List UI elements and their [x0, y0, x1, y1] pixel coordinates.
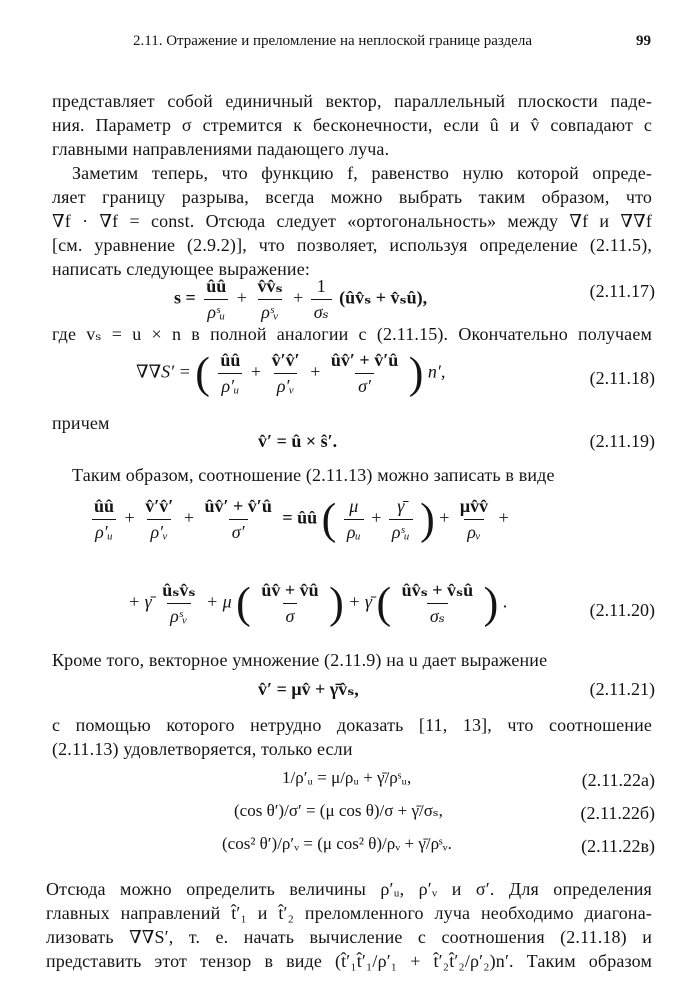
text-line: с помощью которого нетрудно доказать [11, 13], что соотношение	[52, 715, 652, 735]
text-line: представить этот тензор в виде (t̂′₁t̂′₁/ρ′₁ + t̂′₂t̂′₂/ρ′₂)n′. Таким образом	[46, 951, 652, 971]
text-line: ляет границу разрыва, всегда можно выбрать таким образом, что	[52, 187, 652, 207]
equation-number: (2.11.19)	[589, 431, 655, 451]
text-line: Кроме того, векторное умножение (2.11.9) на u дает выражение	[52, 650, 548, 670]
text-line: Таким образом, соотношение (2.11.13) можно записать в виде	[72, 465, 555, 485]
equation-number: (2.11.20)	[589, 600, 655, 620]
equation-number: (2.11.22б)	[580, 803, 655, 823]
text-line: главными направлениями падающего луча.	[52, 139, 390, 159]
text-line: главных направлений t̂′₁ и t̂′₂ преломленного луча необходимо диагона-	[46, 903, 652, 923]
equation-number: (2.11.18)	[589, 368, 655, 388]
equation-number: (2.11.22а)	[581, 770, 655, 790]
equation-2-11-22b: (cos θ′)/σ′ = (μ cos θ)/σ + γ̄/σₛ,	[234, 801, 443, 820]
equation-2-11-18: ∇∇S′ = ( $\frac{ûû}{\text{ρ′ᵤ}}$ + $\frac{v̂'v̂'}{\text{ρ′ᵥ}}$ + $\frac{ûv̂' + v̂'û}{\sigma'}$ ) n′,	[136, 348, 446, 398]
text-line: Заметим теперь, что функцию f, равенство нулю которой опреде-	[72, 163, 652, 183]
text-line: ния. Параметр σ стремится к бесконечности, если û и v̂ совпадают с	[52, 115, 652, 135]
equation-2-11-20-line1: $\frac{ûû}{\text{ρ′ᵤ}}$ + $\frac{v̂'v̂'}{\text{ρ′ᵥ}}$ + $\frac{ûv̂' + v̂'û}{\sigma'}$ = ûû ( $\frac{\mu}{\text{ρᵤ}}$ + $\frac{\gammā}{\text{ρˢᵤ}}$ ) + $\frac{\mu v̂v̂}{\text{ρᵥ}}$ +	[94, 494, 509, 544]
equation-2-11-19: v̂′ = û × ŝ′.	[258, 431, 338, 451]
equation-2-11-21: v̂′ = μv̂ + γ̄v̂ₛ,	[258, 679, 359, 699]
page-number: 99	[636, 33, 651, 49]
text-line: ∇f · ∇f = const. Отсюда следует «ортогональность» между ∇f и ∇∇f	[52, 211, 652, 231]
equation-number: (2.11.21)	[589, 679, 655, 699]
running-header: 2.11. Отражение и преломление на неплоской границе раздела	[133, 33, 532, 49]
text-line: написать следующее выражение:	[52, 259, 311, 279]
equation-2-11-20-line2: + γ̄ $\frac{\text{ûₛv̂ₛ}}{\text{ρˢᵥ}}$ + μ ( $\frac{ûv̂ + v̂û}{\sigma}$ ) + γ̄ ( $\frac{\text{ûv̂ₛ + v̂ₛû}}{\text{σₛ}}$ ) .	[128, 578, 508, 628]
equation-2-11-17: s = $\frac{ûû}{\text{ρˢᵤ}}$ + $\frac{\text{v̂v̂ₛ}}{\text{ρˢᵥ}}$ + $\frac{1}{\text{σₛ}}$ (ûv̂ₛ + v̂ₛû),	[174, 276, 428, 322]
text-line: где vₛ = u × n в полной аналогии с (2.11.15). Окончательно получаем	[52, 324, 652, 344]
equation-2-11-22c: (cos² θ′)/ρ′ᵥ = (μ cos² θ)/ρᵥ + γ̄/ρˢᵥ.	[222, 834, 452, 853]
text-line: (2.11.13) удовлетворяется, только если	[52, 739, 353, 759]
text-line: Отсюда можно определить величины ρ′ᵤ, ρ′ᵥ и σ′. Для определения	[46, 879, 652, 899]
text-line: представляет собой единичный вектор, параллельный плоскости паде-	[52, 91, 652, 111]
text-line: причем	[52, 413, 110, 433]
equation-number: (2.11.17)	[589, 281, 655, 301]
equation-number: (2.11.22в)	[581, 836, 655, 856]
text-line: лизовать ∇∇S′, т. е. начать вычисление с соотношения (2.11.18) и	[46, 927, 652, 947]
text-line: [см. уравнение (2.9.2)], что позволяет, используя определение (2.11.5),	[52, 235, 652, 255]
equation-2-11-22a: 1/ρ′ᵤ = μ/ρᵤ + γ̄/ρˢᵤ,	[282, 768, 412, 787]
